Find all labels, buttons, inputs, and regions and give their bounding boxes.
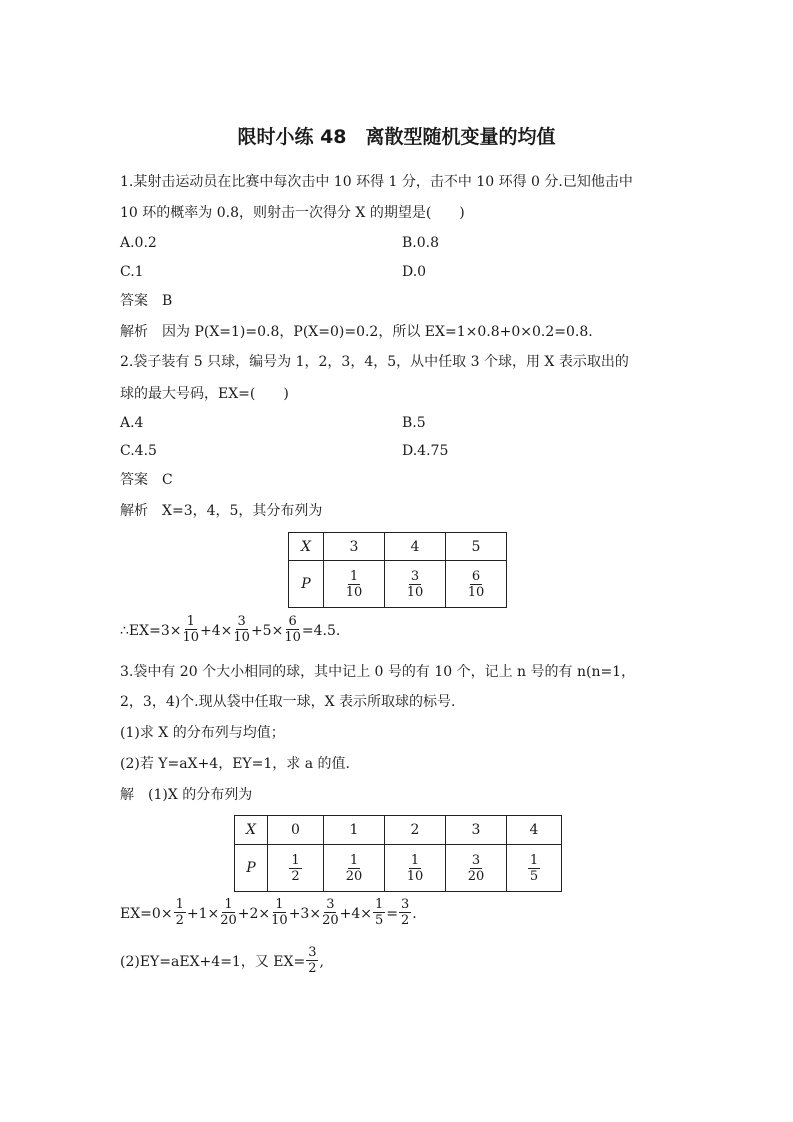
table-header-cell: 5 <box>446 533 507 561</box>
q2-distribution-table <box>288 532 507 608</box>
table-header-cell: 2 <box>385 816 446 845</box>
prob-cell: $\frac{3}{20}$ <box>446 845 507 892</box>
q2-stem-line2: 球的最大号码，EX=( ) <box>120 386 289 402</box>
q1-option-d: D.0 <box>402 264 427 280</box>
prob-cell: $\frac{1}{20}$ <box>324 845 385 892</box>
table-header-cell: 0 <box>268 816 324 845</box>
q3-stem-line2: 2，3，4)个.现从袋中任取一球，X 表示所取球的标号. <box>120 694 456 710</box>
q3-part1: (1)求 X 的分布列与均值； <box>120 725 285 741</box>
table-header-cell: 3 <box>446 816 507 845</box>
prob-cell: $\frac{1}{10}$ <box>385 845 446 892</box>
q3-distribution-table <box>234 815 562 892</box>
q1-answer: 答案 B <box>120 293 173 309</box>
q1-option-c: C.1 <box>120 264 144 280</box>
q1-option-a: A.0.2 <box>120 235 157 251</box>
table-header-cell: 1 <box>324 816 385 845</box>
q2-stem-line1: 2.袋子装有 5 只球，编号为 1，2，3，4，5，从中任取 3 个球，用 X 表示取出的 <box>120 354 629 370</box>
table-row-label: P <box>289 561 324 608</box>
q1-stem-line2: 10 环的概率为 0.8，则射击一次得分 X 的期望是( ) <box>120 205 465 221</box>
q3-stem-line1: 3.袋中有 20 个大小相同的球，其中记上 0 号的有 10 个，记上 n 号的有 n(n=1， <box>120 664 636 680</box>
q3-part2-solution: (2)EY=aEX+4=1，又 EX= $\frac{3}{2}$ , <box>120 944 324 976</box>
prob-cell: $\frac{1}{2}$ <box>268 845 324 892</box>
table-row-label: P <box>235 845 268 892</box>
table-header-cell: X <box>235 816 268 845</box>
q1-option-b: B.0.8 <box>402 235 440 251</box>
table-header-cell: 4 <box>385 533 446 561</box>
q2-answer: 答案 C <box>120 472 173 488</box>
q2-option-a: A.4 <box>120 415 144 431</box>
prob-cell: $\frac{6}{10}$ <box>446 561 507 608</box>
table-header-cell: 4 <box>507 816 562 845</box>
q2-conclusion: ∴EX=3× $\frac{1}{10}$ +4× $\frac{3}{10}$ +5× $\frac{6}{10}$ =4.5. <box>120 613 341 645</box>
page-title: 限时小练 48 离散型随机变量的均值 <box>237 126 556 148</box>
q3-part2: (2)若 Y=aX+4，EY=1，求 a 的值. <box>120 756 351 772</box>
prob-cell: $\frac{3}{10}$ <box>385 561 446 608</box>
table-header-cell: 3 <box>324 533 385 561</box>
q2-option-d: D.4.75 <box>402 443 449 459</box>
q1-analysis: 解析 因为 P(X=1)=0.8，P(X=0)=0.2，所以 EX=1×0.8+0×0.2=0.8. <box>120 324 593 340</box>
q2-option-b: B.5 <box>402 415 426 431</box>
prob-cell: $\frac{1}{5}$ <box>507 845 562 892</box>
q3-solution-intro: 解 (1)X 的分布列为 <box>120 787 253 803</box>
q1-stem-line1: 1.某射击运动员在比赛中每次击中 10 环得 1 分，击不中 10 环得 0 分.已知他击中 <box>120 174 633 190</box>
q2-analysis: 解析 X=3，4，5，其分布列为 <box>120 503 323 519</box>
q3-expectation: EX=0× $\frac{1}{2}$ +1× $\frac{1}{20}$ +2× $\frac{1}{10}$ +3× $\frac{3}{20}$ +4× $\frac{1}{5}$ = $\frac{3}{2}$ . <box>120 896 417 928</box>
prob-cell: $\frac{1}{10}$ <box>324 561 385 608</box>
table-header-cell: X <box>289 533 324 561</box>
q2-option-c: C.4.5 <box>120 443 157 459</box>
